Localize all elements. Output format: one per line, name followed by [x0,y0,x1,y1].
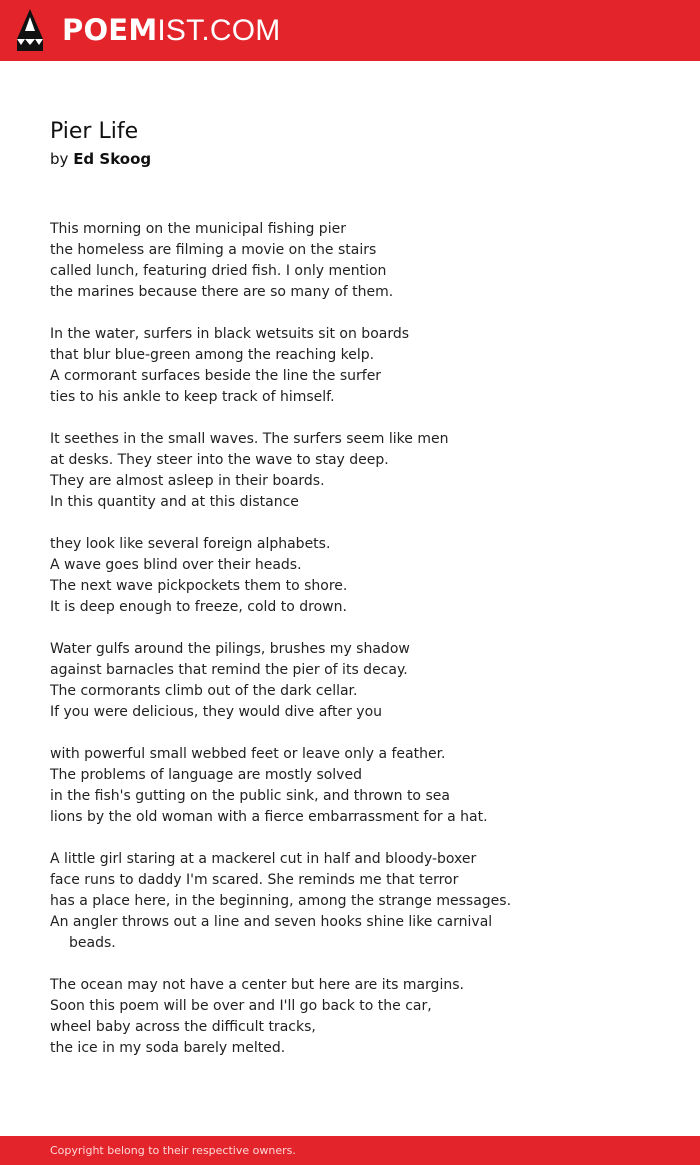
poem-line: The problems of language are mostly solved [50,767,362,783]
poem-line-continuation: beads. [69,935,116,951]
byline-prefix: by [50,150,69,168]
stanza [50,975,670,1059]
stanza [50,744,670,828]
stanza [50,324,670,408]
poem-line: The ocean may not have a center but here are its margins. [50,977,464,993]
poem-line: the homeless are filming a movie on the stairs [50,242,377,258]
poem-line: The next wave pickpockets them to shore. [50,578,348,594]
poem-line: A wave goes blind over their heads. [50,557,302,573]
poem-line: lions by the old woman with a fierce embarrassment for a hat. [50,809,488,825]
copyright-text: Copyright belong to their respective owners. [50,1144,296,1157]
poem-line: A cormorant surfaces beside the line the surfer [50,368,382,384]
poem-line: Soon this poem will be over and I'll go back to the car, [50,998,432,1014]
poem-line: It seethes in the small waves. The surfers seem like men [50,431,449,447]
stanza [50,429,670,513]
poem-line: in the fish's gutting on the public sink, and thrown to sea [50,788,450,804]
poem-line: with powerful small webbed feet or leave only a feather. [50,746,446,762]
stanza [50,639,670,723]
poem-line: wheel baby across the difficult tracks, [50,1019,316,1035]
poem-line: ties to his ankle to keep track of himself. [50,389,335,405]
poem-line: In this quantity and at this distance [50,494,299,510]
poem-line: the ice in my soda barely melted. [50,1040,286,1056]
poem-byline [50,149,151,169]
poem-line: Water gulfs around the pilings, brushes my shadow [50,641,410,657]
stanza [50,534,670,618]
poem-line: the marines because there are so many of them. [50,284,394,300]
site-header [0,0,700,61]
pencil-tip-icon[interactable] [17,9,43,51]
site-logo-link[interactable] [62,12,280,49]
poem-line: against barnacles that remind the pier of its decay. [50,662,408,678]
poem-line: This morning on the municipal fishing pier [50,221,346,237]
poem-line: The cormorants climb out of the dark cellar. [50,683,358,699]
poem-line: In the water, surfers in black wetsuits sit on boards [50,326,410,342]
poem-line: has a place here, in the beginning, among the strange messages. [50,893,512,909]
poem-line: at desks. They steer into the wave to stay deep. [50,452,389,468]
poem-line: It is deep enough to freeze, cold to drown. [50,599,347,615]
poem-title: Pier Life [50,119,139,144]
poem-line: An angler throws out a line and seven hooks shine like carnival [50,914,493,930]
poem-line: they look like several foreign alphabets. [50,536,331,552]
poem-line: They are almost asleep in their boards. [50,473,325,489]
stanza [50,849,670,954]
brand-bold: POEM [62,13,158,47]
brand-light: IST.COM [157,14,281,47]
poem-line: face runs to daddy I'm scared. She reminds me that terror [50,872,459,888]
poem-line: called lunch, featuring dried fish. I only mention [50,263,387,279]
poem-body [50,219,670,1080]
poem-line: A little girl staring at a mackerel cut in half and bloody-boxer [50,851,477,867]
site-footer [0,1136,700,1165]
stanza [50,219,670,303]
poem-line: that blur blue-green among the reaching kelp. [50,347,375,363]
poem-author: Ed Skoog [73,150,152,168]
poem-line: If you were delicious, they would dive after you [50,704,383,720]
